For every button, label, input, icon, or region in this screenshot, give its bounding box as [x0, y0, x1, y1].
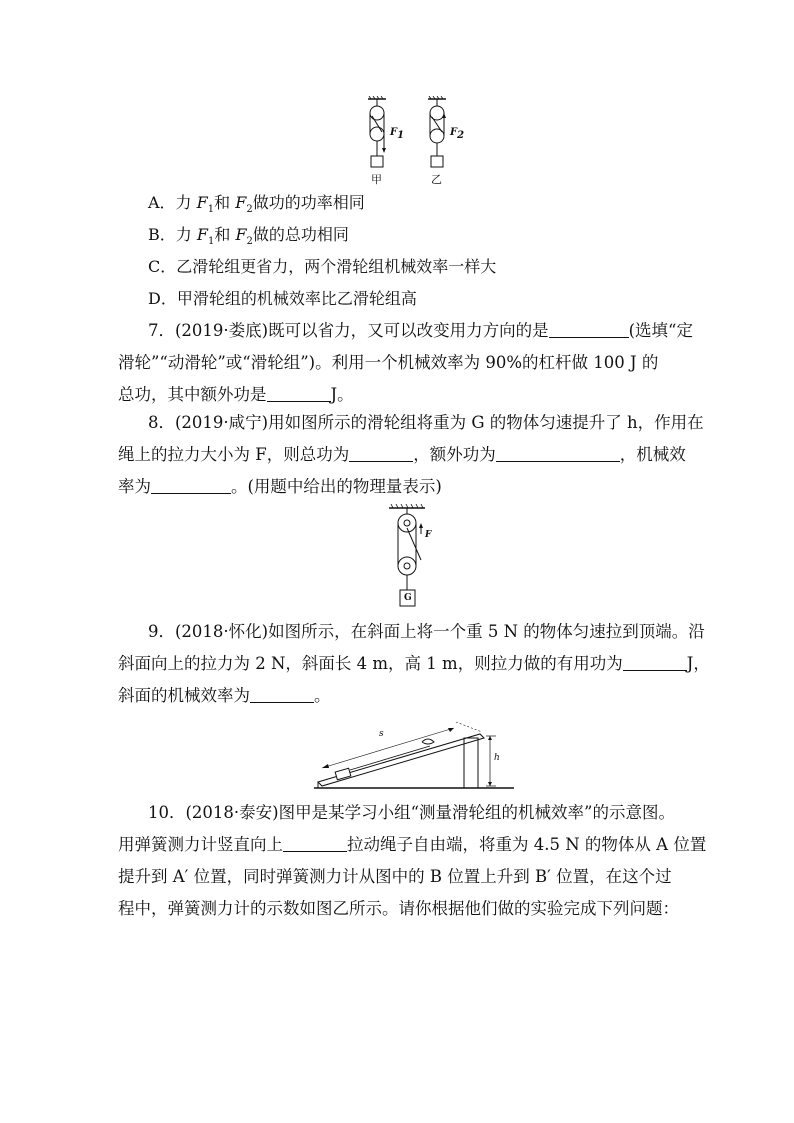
- option-b: B．力 $F_1$和 $F_2$做的总功相同: [148, 225, 349, 248]
- q10-line3: 提升到 A′ 位置，同时弹簧测力计从图中的 B 位置上升到 B′ 位置，在这个过: [118, 867, 672, 886]
- q7-blank-2[interactable]: [267, 385, 331, 402]
- q7-line3: 总功，其中额外功是 J。: [118, 385, 354, 404]
- q10-line1: 10．(2018·泰安)图甲是某学习小组“测量滑轮组的机械效率”的示意图。: [148, 803, 675, 822]
- inclined-plane-figure: [310, 710, 516, 792]
- q8-force-label: F: [425, 530, 432, 540]
- q9-line1: 9．(2018·怀化)如图所示，在斜面上将一个重 5 N 的物体匀速拉到顶端。沿: [148, 622, 705, 641]
- option-d: D．甲滑轮组的机械效率比乙滑轮组高: [148, 289, 417, 308]
- q8-blank-1[interactable]: [349, 445, 413, 462]
- q9-line2: 斜面向上的拉力为 2 N，斜面长 4 m，高 1 m，则拉力做的有用功为 J，: [118, 654, 710, 673]
- q8-line1: 8．(2019·咸宁)用如图所示的滑轮组将重为 G 的物体匀速提升了 h，作用在: [148, 413, 704, 432]
- option-c: C．乙滑轮组更省力，两个滑轮组机械效率一样大: [148, 257, 497, 276]
- q9-blank-1[interactable]: [623, 654, 687, 671]
- q8-blank-2[interactable]: [496, 445, 620, 462]
- q7-blank-1[interactable]: [549, 321, 629, 338]
- figure-label-jia: 甲: [371, 173, 382, 186]
- q9-blank-2[interactable]: [250, 686, 314, 703]
- incline-height-label: h: [494, 753, 500, 763]
- q7-line1: 7．(2019·娄底)既可以省力，又可以改变用力方向的是 (选填“定: [148, 321, 693, 340]
- option-a: A．力 $F_1$和 $F_2$做功的功率相同: [148, 193, 365, 216]
- incline-length-label: s: [379, 729, 384, 739]
- q8-line3: 率为 。(用题中给出的物理量表示): [118, 477, 442, 496]
- figure-label-yi: 乙: [431, 173, 442, 186]
- q7-line2: 滑轮”“动滑轮”或“滑轮组”)。利用一个机械效率为 90%的杠杆做 100 J 的: [118, 353, 659, 372]
- q8-blank-3[interactable]: [151, 477, 231, 494]
- q9-line3: 斜面的机械效率为 。: [118, 686, 331, 705]
- q10-line2: 用弹簧测力计竖直向上 拉动绳子自由端，将重为 4.5 N 的物体从 A 位置: [118, 835, 707, 854]
- q10-line4: 程中，弹簧测力计的示数如图乙所示。请你根据他们做的实验完成下列问题：: [118, 899, 679, 918]
- q8-line2: 绳上的拉力大小为 F，则总功为 ，额外功为 ，机械效: [118, 445, 686, 464]
- q10-blank-1[interactable]: [283, 835, 347, 852]
- force-f2-label: $F_2$: [450, 127, 465, 141]
- q8-weight-label: G: [404, 593, 412, 603]
- force-f1-label: $F_1$: [390, 127, 405, 141]
